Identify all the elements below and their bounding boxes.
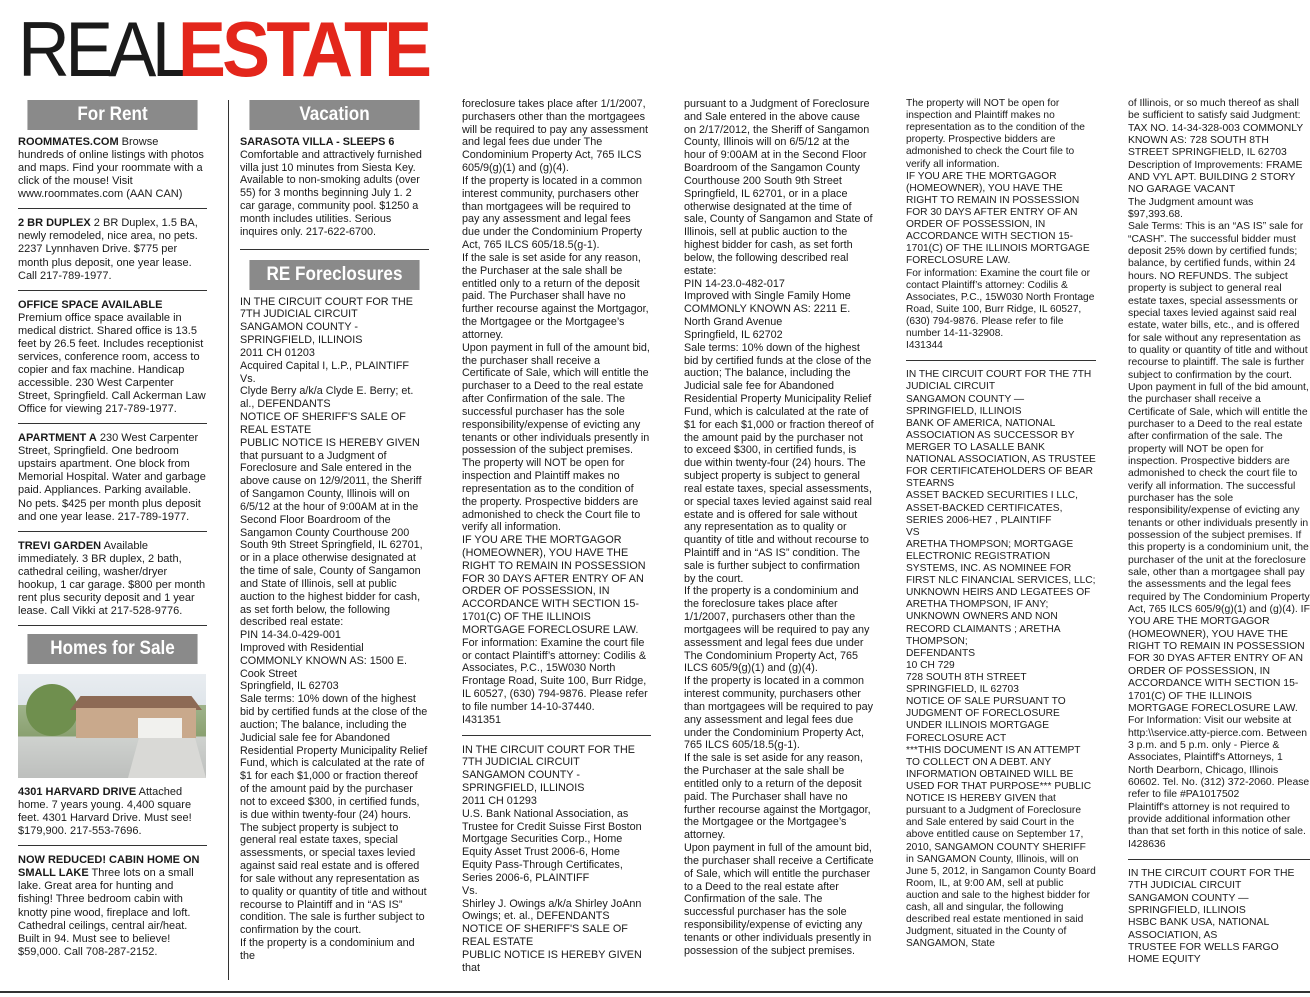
legal-line: SANGAMON COUNTY — SPRINGFIELD, ILLINOIS [906, 393, 1025, 417]
legal-line: Sale terms: 10% down of the highest bid by certified funds at the close of the auction; The balance, including the Judicial sale fee for Abandoned Residential Property Municipality Relief Fund, which is calculated at the rate of $1 for each $1,000 or fraction thereof of the amount paid by the purchaser not to exceed $300, in certified funds, is due within twenty-four (24) hours. The subject property is subject to general real estate taxes, special assessments, or special taxes levied against said real estate and is offered for sale without any representation as to quality or quantity of title and without recourse to Plaintiff and in “AS IS” condition. The sale is further subject to confirmation by the court. [684, 341, 874, 585]
classified-ad [18, 786, 207, 846]
legal-line: If the sale is set aside for any reason, the Purchaser at the sale shall be entitled only to a return of the deposit paid. The Purchaser shall have no further recourse against the Mortgagor, the Mortgagee or the Mortgagee’s attorney. [684, 752, 871, 842]
photo-tree [26, 684, 78, 736]
rule [906, 360, 1096, 361]
ad-body: Attached home. 7 years young. 4,400 square feet. 4301 Harvard Drive. Must see! $179,900. 217-553-7696. [18, 786, 192, 838]
legal-line: The property will NOT be open for inspection and Plaintiff makes no representation as to the condition of the property. Prospective bidders are admonished to check the Court file to verify all information. [906, 98, 1085, 170]
legal-line: Acquired Capital I, L.P., PLAINTIFF [240, 359, 410, 372]
legal-line: IN THE CIRCUIT COURT FOR THE 7TH JUDICIAL CIRCUIT [1128, 867, 1295, 892]
classified-ad [18, 540, 207, 626]
legal-line: TRUSTEE FOR WELLS FARGO HOME EQUITY [1128, 942, 1279, 966]
legal-line: COMMONLY KNOWN AS: 1500 E. Cook Street [240, 654, 407, 680]
legal-line: DEFENDANTS [906, 647, 976, 659]
legal-line: The Judgment amount was $97,393.68. [1128, 196, 1254, 221]
legal-line: BANK OF AMERICA, NATIONAL ASSOCIATION AS SUCCESSOR BY MERGER TO LASALLE BANK NATIONAL ASSOCIATION, AS TRUSTEE FOR CERTIFICATEHOLDERS OF BEAR STEARNS [906, 417, 1096, 490]
legal-line: Vs. [240, 372, 256, 385]
ad-body: Premium office space available in medical district. Shared office is 13.5 feet by 26.5 feet. Includes receptionist services, conference room, access to copier and fax machine. Handicap accessible. 230 West Carpenter Street, Springfield. Call Ackerman Law Office for viewing 217-789-1977. [18, 311, 206, 416]
legal-line: If the property is located in a common interest community, purchasers other than mortgagees will be required to pay any assessment and legal fees due under the Condominium Property Act, 765 ILCS 605/18.5(g-1). [684, 675, 874, 752]
column-2 [240, 100, 429, 980]
legal-line: HSBC BANK USA, NATIONAL ASSOCIATION, AS [1128, 917, 1269, 941]
legal-line: ARETHA THOMPSON; MORTGAGE ELECTRONIC REGISTRATION SYSTEMS, INC. AS NOMINEE FOR FIRST NLC FINANCIAL SERVICES, LLC; UNKNOWN HEIRS AND LEGATEES OF ARETHA THOMPSON, IF ANY; UNKNOWN OWNERS AND NON RECORD CLAIMANTS ; ARETHA THOMPSON; [906, 538, 1096, 647]
ad-body: 2 BR Duplex, 1.5 BA, newly remodeled, nice area, no pets. 2237 Lynnhaven Drive. $775 per month plus deposit, one year lease. Call 217-789-1977. [18, 217, 198, 282]
classified-ad [18, 854, 207, 966]
masthead-estate: ESTATE [177, 5, 429, 93]
legal-notice-hsbc [1128, 868, 1310, 967]
legal-line: Sale Terms: This is an “AS IS” sale for “CASH”. The successful bidder must deposit 25% down by certified funds; balance, by certified funds, within 24 hours. NO REFUNDS. The subject property is subject to general real estate taxes, special assessments or special taxes levied against said real estate, water bills, etc., and is offered for sale without any representation as to quality or quantity of title and without recourse to plaintiff. The sale is further subject to confirmation by the court. Upon payment in full of the bid amount, the purchaser shall receive a Certificate of Sale, which will entitle the purchaser to a Deed to the real estate after confirmation of the sale. The property will NOT be open for inspection. Prospective bidders are admonished to check the court file to verify all information. The successful purchaser has the sole responsibility/expense of evicting any tenants or other individuals presently in possession of the subject premises. If this property is a condominium unit, the purchaser of the unit at the foreclosure sale, other than a mortgagee shall pay the assessments and the legal fees required by The Condominium Property Act, 765 ILCS 605/9(g)(1) and (g)(4). IF YOU ARE THE MORTGAGOR (HOMEOWNER), YOU HAVE THE RIGHT TO REMAIN IN POSSESSION FOR 30 DYAS AFTER ENTRY OF AN ORDER OF POSSESSION, IN ACCORDANCE WITH SECTION 15-1701(C) OF THE ILLINOIS MORTGAGE FORECLOSURE LAW. For Information: Visit our website at http:\\service.atty-pierce.com. Between 3 p.m. and 5 p.m. only - Pierce & Associates, Plaintiff's Attorneys, 1 North Dearborn, Chicago, Illinois 60602. Tel. No. (312) 372-2060. Please refer to file #PA1017502 [1128, 221, 1310, 801]
legal-notice-owings [462, 744, 651, 975]
legal-line: If the property is a condominium and the [240, 937, 415, 962]
ad-head: NOW REDUCED! CABIN HOME ON SMALL LAKE [18, 854, 200, 880]
vacation-listing [240, 136, 429, 250]
legal-line: VS [906, 526, 920, 538]
ad-head: APARTMENT A [18, 432, 97, 445]
legal-line: PUBLIC NOTICE IS HEREBY GIVEN that [462, 948, 642, 974]
bottom-rule [0, 991, 1310, 993]
legal-line: If the property is located in a common interest community, purchasers other than mortgagees will be required to pay any assessment and legal fees due under the Condominium Property Act, 765 ILCS 605/18.5(g-1). [462, 174, 643, 252]
legal-line: SANGAMON COUNTY - SPRINGFIELD, ILLINOIS [462, 769, 585, 795]
ad-head: TREVI GARDEN [18, 539, 102, 552]
legal-notice-thompson-cont [1128, 98, 1310, 851]
classified-ad [18, 432, 207, 531]
legal-line: U.S. Bank National Association, as Trustee for Credit Suisse First Boston Mortgage Securities Corp., Home Equity Asset Trust 2006-6, Home Equity Pass-Through Certificates, Series 2006-6, PLAINTIFF [462, 807, 642, 884]
legal-line: The property will NOT be open for inspection and Plaintiff makes no representation as to the condition of the property. Prospective bidders are admonished to check the Court file to verify all information. [462, 457, 641, 534]
legal-line: Improved with Residential [240, 641, 364, 654]
masthead-real: REAL [18, 5, 188, 93]
column-6 [1128, 98, 1310, 978]
column-1 [18, 100, 207, 980]
legal-line: 2011 CH 01293 [462, 794, 537, 807]
legal-line: foreclosure takes place after 1/1/2007, purchasers other than the mortgagees will be required to pay any assessment and legal fees due under The Condominium Property Act, 765 ILCS 605/9(g)(1) and (g)(4). [462, 98, 649, 175]
classified-ad [18, 136, 207, 209]
listing-head: SARASOTA VILLA - SLEEPS 6 [240, 136, 395, 148]
column-4 [684, 98, 874, 978]
legal-line: PIN 14-23.0-482-017 [684, 277, 785, 290]
legal-line: For information: Examine the court file or contact Plaintiff’s attorney: Codilis & Associates, P.C., 15W030 North Frontage Road, Suite 100, Burr Ridge, IL 60527, (630) 794-9876. Please refer to file number 14-10-37440. [462, 636, 648, 713]
legal-line: NOTICE OF SHERIFF'S SALE OF REAL ESTATE [462, 923, 628, 948]
legal-line: IN THE CIRCUIT COURT FOR THE 7TH JUDICIAL CIRCUIT [906, 369, 1092, 393]
legal-line: Sale terms: 10% down of the highest bid by certified funds at the close of the auction; The balance, including the Judicial sale fee for Abandoned Residential Property Municipality Relief Fund, which is calculated at the rate of $1 for each $1,000 or fraction thereof of the amount paid by the purchaser not to exceed $300, in certified funds, is due within twenty-four (24) hours. The subject property is subject to general real estate taxes, special assessments, or special taxes levied against said real estate and is offered for sale without any representation as to quality or quantity of title and without recourse to Plaintiff and in “AS IS” condition. The sale is further subject to confirmation by the court. [240, 693, 428, 937]
house-photo [18, 674, 206, 778]
legal-line: 728 SOUTH 8TH STREET [906, 672, 1027, 684]
legal-line: SANGAMON COUNTY — SPRINGFIELD, ILLINOIS [1128, 892, 1249, 916]
legal-line: For information: Examine the court file or contact Plaintiff’s attorney: Codilis & Associates, P.C., 15W030 North Frontage Road, Suite 100, Burr Ridge, IL 60527, (630) 794-9876. Please refer to file number 14-11-32908. [906, 267, 1095, 340]
legal-line: Improved with Single Family Home [684, 290, 851, 303]
legal-line: Springfield, IL 62703 [240, 680, 339, 693]
legal-notice-owings-cont [684, 98, 874, 957]
legal-line: If the sale is set aside for any reason, the Purchaser at the sale shall be entitled only to a return of the deposit paid. The Purchaser shall have no further recourse against the Mortgagor, the Mortgagee or the Mortgagee’s attorney. [462, 251, 649, 341]
legal-line: Upon payment in full of the amount bid, the purchaser shall receive a Certificate of Sale, which will entitle the purchaser to a Deed to the real estate after Confirmation of the sale. The successful purchaser has the sole responsibility/expense of evicting any tenants or other individuals presently in possession of the subject premises. [462, 341, 650, 457]
legal-line: Shirley J. Owings a/k/a Shirley JoAnn Owings; et. al., DEFENDANTS [462, 897, 642, 923]
masthead [18, 4, 450, 93]
legal-line: IN THE CIRCUIT COURT FOR THE 7TH JUDICIAL CIRCUIT [240, 295, 413, 321]
photo-driveway [128, 738, 206, 778]
section-header-re-foreclosures: RE Foreclosures [249, 260, 419, 290]
column-divider [228, 100, 229, 980]
rule [1128, 859, 1310, 860]
legal-line: SANGAMON COUNTY - SPRINGFIELD, ILLINOIS [240, 321, 363, 347]
legal-notice-thompson [906, 369, 1096, 950]
legal-line: I428636 [1128, 838, 1166, 850]
section-header-vacation: Vacation [249, 100, 419, 130]
ad-body: 230 West Carpenter Street, Springfield. One bedroom upstairs apartment. One block from Memorial Hospital. Water and garbage paid. Appliances. Parking available. No pets. $425 per month plus deposit and one year lease. 217-789-1977. [18, 432, 206, 523]
classified-ad [18, 299, 207, 425]
column-3 [462, 98, 651, 978]
legal-line: of Illinois, or so much thereof as shall be sufficient to satisfy said Judgment: [1128, 98, 1301, 122]
listing-body: Comfortable and attractively furnished villa just 10 minutes from Siesta Key. Available to non-smoking adults (over 55) for 3 months beginning July 1. 2 car garage, community pool. $1250 a month includes utilities. Serious inquires only. 217-622-6700. [240, 148, 422, 238]
column-5 [906, 98, 1096, 978]
legal-line: IF YOU ARE THE MORTGAGOR (HOMEOWNER), YOU HAVE THE RIGHT TO REMAIN IN POSSESSION FOR 30 DAYS AFTER ENTRY OF AN ORDER OF POSSESSION, IN ACCORDANCE WITH SECTION 15-1701(C) OF THE ILLINOIS MORTGAGE FORECLOSURE LAW. [462, 534, 646, 636]
legal-line: TAX NO. 14-34-328-003 COMMONLY KNOWN AS: 728 SOUTH 8TH STREET SPRINGFIELD, IL 62703 Description of Improvements: FRAME AND VYL APT. BUILDING 2 STORY NO GARAGE VACANT [1128, 122, 1303, 196]
photo-garage-door [138, 718, 182, 738]
ad-head: 2 BR DUPLEX [18, 217, 91, 230]
legal-line: NOTICE OF SHERIFF'S SALE OF REAL ESTATE [240, 411, 406, 436]
legal-line: ***THIS DOCUMENT IS AN ATTEMPT TO COLLECT ON A DEBT. ANY INFORMATION OBTAINED WILL BE USED FOR THAT PURPOSE*** PUBLIC NOTICE IS HEREBY GIVEN that pursuant to a Judgment of Foreclosure and Sale entered by said Court in the above entitled cause on September 17, 2010, SANGAMON COUNTY SHERIFF in SANGAMON County, Illinois, will on June 5, 2012, in Sangamon County Board Room, IL, at 9:00 AM, sell at public auction and sale to the highest bidder for cash, all and singular, the following described real estate mentioned in said Judgment, situated in the County of SANGAMON, State [906, 744, 1096, 950]
legal-line: If the property is a condominium and the foreclosure takes place after 1/1/2007, purchasers other than the mortgagees will be required to pay any assessment and legal fees due under The Condominium Property Act, 765 ILCS 605/9(g)(1) and (g)(4). [684, 585, 870, 675]
legal-line: Springfield, IL 62702 [684, 328, 783, 341]
legal-line: ASSET BACKED SECURITIES I LLC, ASSET-BACKED CERTIFICATES, SERIES 2006-HE7 , PLAINTIFF [906, 490, 1078, 526]
rule [462, 735, 651, 736]
ad-head: ROOMMATES.COM [18, 136, 119, 148]
ad-body: Available immediately. 3 BR duplex, 2 bath, cathedral ceiling, washer/dryer hookup, 1 car garage. $800 per month rent plus security deposit and 1 year lease. Call Vikki at 217-528-9776. [18, 539, 206, 617]
legal-notice-berry-cont [462, 98, 651, 727]
ad-body: Browse hundreds of online listings with photos and maps. Find your roommate with a click of the mouse! Visit www.roommates.com (AAN CAN) [18, 136, 204, 201]
legal-line: pursuant to a Judgment of Foreclosure and Sale entered in the above cause on 2/17/2012, the Sheriff of Sangamon County, Illinois will on 6/5/12 at the hour of 9:00AM at in the Second Floor Boardroom of the Sangamon County Courthouse 200 South 9th Street Springfield, IL 62701, or in a place otherwise designated at the time of sale, County of Sangamon and State of Illinois, sell at public auction to the highest bidder for cash, as set forth below, the following described real estate: [684, 98, 873, 277]
legal-line: Vs. [462, 884, 478, 897]
legal-line: 10 CH 729 [906, 659, 955, 671]
legal-line: I431351 [462, 713, 502, 726]
homes-for-sale-listings [18, 786, 207, 966]
ad-body: Three lots on a small lake. Great area for hunting and fishing! Three bedroom cabin with knotty pine wood, fireplace and loft. Cathedral ceilings, central air/heat. Built in 94. Must see to believe! $59,000. Call 708-287-2152. [18, 867, 194, 958]
for-rent-listings [18, 136, 207, 626]
legal-line: Clyde Berry a/k/a Clyde E. Berry; et. al., DEFENDANTS [240, 385, 414, 411]
ad-head: OFFICE SPACE AVAILABLE [18, 298, 163, 311]
legal-line: IN THE CIRCUIT COURT FOR THE 7TH JUDICIAL CIRCUIT [462, 743, 635, 769]
section-header-for-rent: For Rent [27, 100, 197, 130]
legal-notice-owings-end [906, 98, 1096, 352]
ad-head: 4301 HARVARD DRIVE [18, 786, 137, 798]
section-header-homes-for-sale: Homes for Sale [27, 634, 197, 664]
legal-notice-berry [240, 296, 429, 963]
legal-line: Upon payment in full of the amount bid, the purchaser shall receive a Certificate of Sale, which will entitle the purchaser to a Deed to the real estate after Confirmation of the sale. The successful purchaser has the sole responsibility/expense of evicting any tenants or other individuals presently in possession of the subject premises. [684, 842, 874, 957]
legal-line: SPRINGFIELD, IL 62703 [906, 684, 1019, 696]
legal-line: NOTICE OF SALE PURSUANT TO JUDGMENT OF FORECLOSURE UNDER ILLINOIS MORTGAGE FORECLOSURE ACT [906, 696, 1066, 744]
legal-line: PUBLIC NOTICE IS HEREBY GIVEN that pursuant to a Judgment of Foreclosure and Sale entered in the above cause on 12/9/2011, the Sheriff of Sangamon County, Illinois will on 6/5/12 at the hour of 9:00AM at in the Second Floor Boardroom of the Sangamon County Courthouse 200 South 9th Street Springfield, IL 62701, or in a place otherwise designated at the time of sale, County of Sangamon and State of Illinois, sell at public auction to the highest bidder for cash, as set forth below, the following described real estate: [240, 436, 423, 629]
legal-line: PIN 14-34.0-429-001 [240, 629, 341, 642]
legal-line: COMMONLY KNOWN AS: 2211 E. North Grand Avenue [684, 303, 851, 329]
legal-line: 2011 CH 01203 [240, 346, 315, 359]
legal-line: IF YOU ARE THE MORTGAGOR (HOMEOWNER), YOU HAVE THE RIGHT TO REMAIN IN POSSESSION FOR 30 DAYS AFTER ENTRY OF AN ORDER OF POSSESSION, IN ACCORDANCE WITH SECTION 15-1701(C) OF THE ILLINOIS MORTGAGE FORECLOSURE LAW. [906, 170, 1090, 267]
legal-line: Plaintiff's attorney is not required to provide additional information other than that set forth in this notice of sale. [1128, 801, 1306, 838]
legal-line: I431344 [906, 340, 943, 352]
classified-ad [18, 217, 207, 290]
